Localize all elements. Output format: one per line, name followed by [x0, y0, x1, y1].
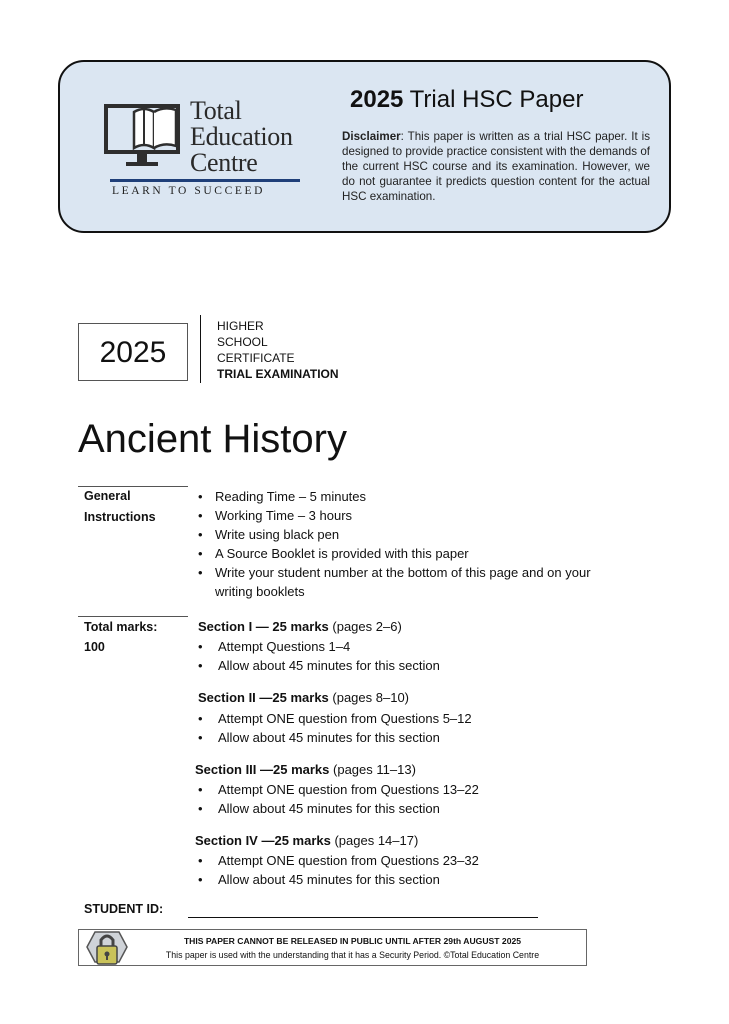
- hsc-line-school: SCHOOL: [217, 335, 268, 349]
- hsc-line-certificate: CERTIFICATE: [217, 351, 295, 365]
- section-1-pages: (pages 2–6): [328, 619, 402, 634]
- disclaimer-text: : This paper is written as a trial HSC paper. It is designed to provide practice consistent with the demands of the current HSC course and its examination. However, we do not guarantee it predicts question content for the actual HSC examination.: [342, 130, 650, 203]
- section-4-heading: [195, 833, 418, 848]
- security-notice-line2: This paper is used with the understanding that it has a Security Period. ©Total Education Centre: [165, 950, 540, 960]
- list-item-text: Allow about 45 minutes for this section: [218, 801, 440, 816]
- bullet-icon: •: [198, 730, 203, 745]
- hsc-line-higher: HIGHER: [217, 319, 264, 333]
- bullet-icon: •: [198, 711, 203, 726]
- section-2-heading: [198, 690, 409, 705]
- section-1-heading: [198, 619, 402, 634]
- bullet-icon: •: [198, 782, 203, 797]
- bullet-icon: •: [198, 527, 203, 542]
- total-marks-label: Total marks:: [84, 620, 158, 634]
- list-item-text: Reading Time – 5 minutes: [215, 489, 367, 504]
- list-item: [198, 872, 440, 887]
- bullet-icon: •: [198, 801, 203, 816]
- student-id-field[interactable]: [188, 917, 538, 918]
- section-2-pages: (pages 8–10): [328, 690, 410, 705]
- section-3-pages: (pages 11–13): [329, 762, 416, 777]
- list-item: [198, 544, 598, 563]
- list-item: [198, 639, 350, 654]
- list-item: [198, 658, 440, 673]
- list-item-text: Allow about 45 minutes for this section: [218, 730, 440, 745]
- total-marks-value: 100: [84, 640, 105, 654]
- list-item: [198, 563, 598, 601]
- list-item: [198, 801, 440, 816]
- list-item: [198, 487, 598, 506]
- list-item-text: Allow about 45 minutes for this section: [218, 872, 440, 887]
- list-item-text: Attempt ONE question from Questions 5–12: [218, 711, 472, 726]
- list-item: [198, 525, 598, 544]
- section-2-title: Section II —25 marks: [198, 690, 329, 705]
- list-item: [198, 853, 479, 868]
- disclaimer-label: Disclaimer: [342, 130, 401, 143]
- bullet-icon: •: [198, 872, 203, 887]
- section-3-title: Section III —25 marks: [195, 762, 330, 777]
- list-item: [198, 730, 440, 745]
- padlock-icon: [85, 926, 129, 968]
- bullet-icon: •: [198, 489, 203, 504]
- list-item-text: Attempt Questions 1–4: [218, 639, 351, 654]
- hsc-line-trial: TRIAL EXAMINATION: [217, 367, 339, 381]
- hsc-label-block: [217, 318, 339, 382]
- general-instructions-list: [198, 487, 598, 601]
- list-item-text: A Source Booklet is provided with this paper: [215, 546, 469, 561]
- paper-title: [350, 86, 583, 114]
- bullet-icon: •: [198, 565, 203, 580]
- bullet-icon: •: [198, 658, 203, 673]
- bullet-icon: •: [198, 853, 203, 868]
- brand-rule: [110, 179, 300, 182]
- bullet-icon: •: [198, 546, 203, 561]
- list-item-text: Write your student number at the bottom of this page and on your writing booklets: [215, 565, 591, 599]
- security-notice-line1: THIS PAPER CANNOT BE RELEASED IN PUBLIC UNTIL AFTER 29th AUGUST 2025: [183, 936, 522, 946]
- brand-tagline: LEARN TO SUCCEED: [112, 185, 265, 197]
- list-item-text: Write using black pen: [215, 527, 340, 542]
- list-item: [198, 711, 472, 726]
- list-item-text: Attempt ONE question from Questions 13–22: [218, 782, 479, 797]
- header-banner: [58, 60, 671, 233]
- section-1-title: Section I — 25 marks: [198, 619, 329, 634]
- list-item-text: Allow about 45 minutes for this section: [218, 658, 440, 673]
- list-item: [198, 506, 598, 525]
- paper-title-year: 2025: [350, 86, 404, 113]
- student-id-label: STUDENT ID:: [84, 902, 164, 916]
- brand-logo: [104, 92, 304, 202]
- list-item-text: Working Time – 3 hours: [215, 508, 353, 523]
- paper-title-text: Trial HSC Paper: [409, 86, 584, 113]
- exam-year-box: 2025: [78, 323, 188, 381]
- section-3-heading: [195, 762, 416, 777]
- bullet-icon: •: [198, 639, 203, 654]
- section-4-pages: (pages 14–17): [330, 833, 419, 848]
- brand-name: Total Education Centre: [190, 96, 293, 177]
- general-label: General: [84, 489, 131, 503]
- divider-vertical: [200, 315, 201, 383]
- disclaimer: [342, 130, 650, 205]
- section-4-title: Section IV —25 marks: [195, 833, 331, 848]
- list-item-text: Attempt ONE question from Questions 23–32: [218, 853, 479, 868]
- list-item: [198, 782, 479, 797]
- instructions-label: Instructions: [84, 510, 156, 524]
- bullet-icon: •: [198, 508, 203, 523]
- security-notice: [78, 929, 587, 966]
- book-monitor-icon: [104, 98, 194, 178]
- subject-title: Ancient History: [78, 417, 347, 461]
